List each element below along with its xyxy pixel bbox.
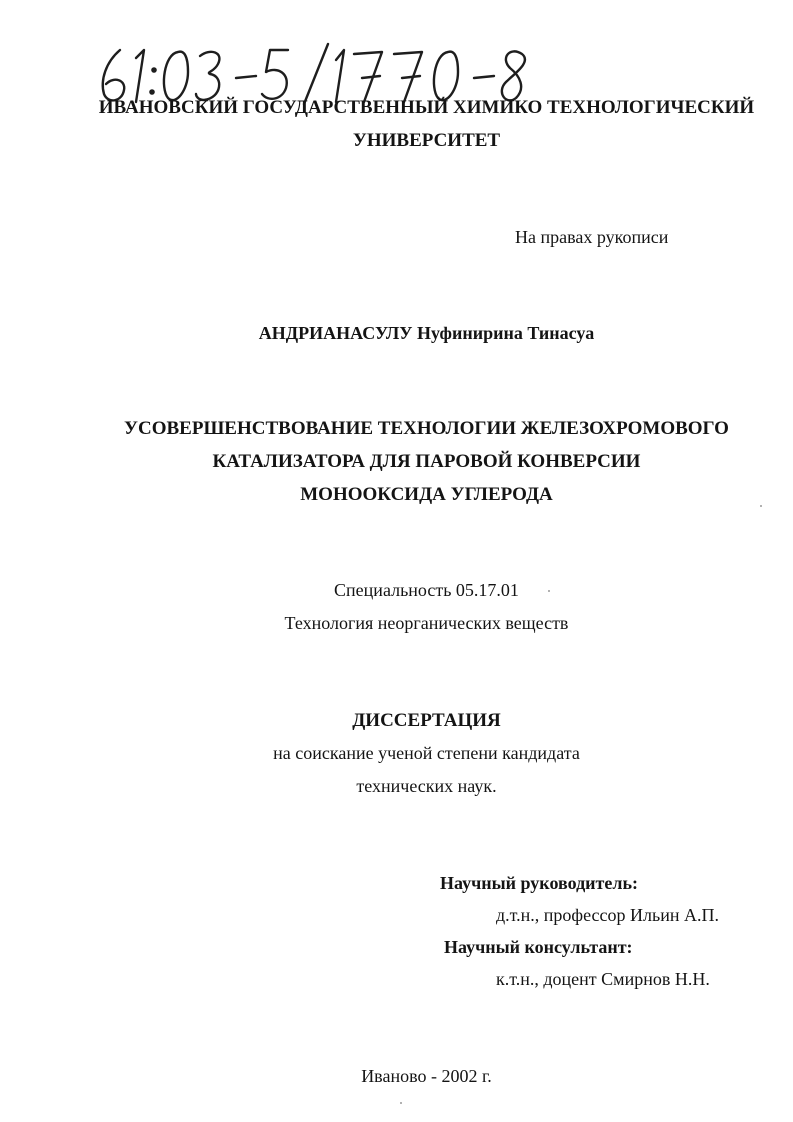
specialty-code: Специальность 05.17.01: [334, 580, 519, 600]
dissertation-title-line-2: КАТАЛИЗАТОРА ДЛЯ ПАРОВОЙ КОНВЕРСИИ: [212, 451, 641, 472]
dissertation-title-line-3: МОНООКСИДА УГЛЕРОДА: [300, 484, 553, 505]
university-name-line-1: ИВАНОВСКИЙ ГОСУДАРСТВЕННЫЙ ХИМИКО ТЕХНОЛОГИЧЕСКИЙ: [98, 97, 755, 118]
supervisor-label: Научный руководитель:: [440, 873, 638, 893]
supervisor-name: д.т.н., профессор Ильин А.П.: [496, 905, 719, 925]
dissertation-title-line-1: УСОВЕРШЕНСТВОВАНИЕ ТЕХНОЛОГИИ ЖЕЛЕЗОХРОМОВОГО: [124, 418, 729, 439]
scan-speck: [760, 505, 762, 507]
degree-line-1: на соискание ученой степени кандидата: [273, 743, 580, 763]
consultant-name: к.т.н., доцент Смирнов Н.Н.: [496, 969, 710, 989]
place-and-year: Иваново - 2002 г.: [361, 1066, 492, 1086]
consultant-label: Научный консультант:: [444, 937, 633, 957]
author-name: [30, 323, 793, 344]
scan-speck: [400, 1102, 402, 1104]
specialty-name: Технология неорганических веществ: [284, 613, 569, 633]
scan-speck: [548, 590, 550, 592]
university-name-line-2: УНИВЕРСИТЕТ: [352, 130, 501, 151]
manuscript-rights-note: На правах рукописи: [515, 227, 669, 247]
author-given-names: Нуфинирина Тинасуа: [417, 323, 595, 343]
degree-line-2: технических наук.: [356, 776, 497, 796]
document-type: ДИССЕРТАЦИЯ: [352, 710, 501, 731]
author-surname: АНДРИАНАСУЛУ: [258, 323, 413, 343]
